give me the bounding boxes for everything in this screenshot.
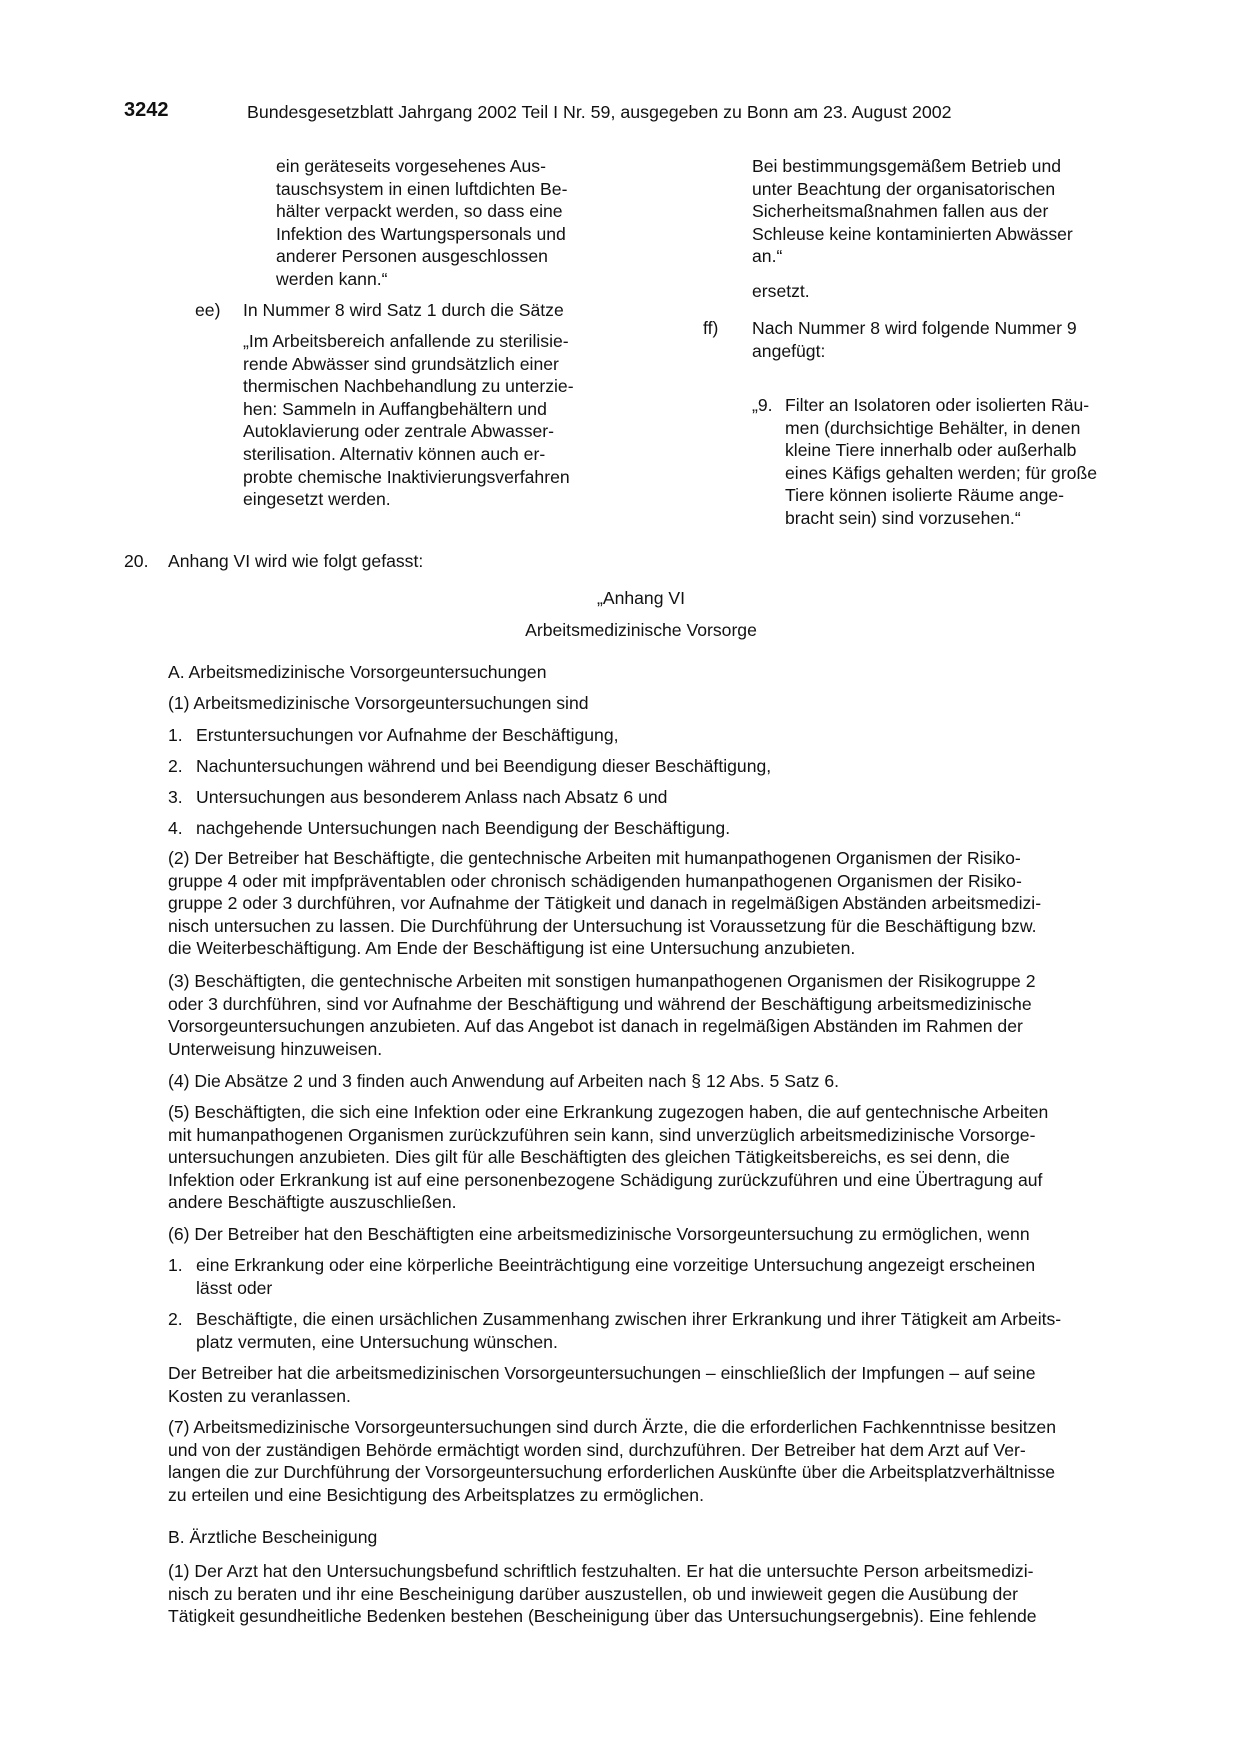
list-item-text: Untersuchungen aus besonderem Anlass nach Absatz 6 und [196,787,668,807]
section-a-heading: A. Arbeitsmedizinische Vorsorgeuntersuchungen [168,662,547,682]
text-line: bracht sein) sind vorzusehen.“ [785,507,1021,528]
right-column-quote [752,155,1114,268]
text-line: Sicherheitsmaßnahmen fallen aus der [752,201,1049,222]
text-line: ein geräteseits vorgesehenes Aus- [276,156,546,176]
item-9-text [785,394,1114,530]
text-line: thermischen Nachbehandlung zu unterzie- [243,376,574,397]
section-a-paragraph-2 [168,847,1114,960]
text-line: rende Abwässer sind grundsätzlich einer [243,353,559,374]
section-a-p1-intro: (1) Arbeitsmedizinische Vorsorgeuntersuchungen sind [168,693,589,713]
text-line: probte chemische Inaktivierungsverfahren [243,466,570,487]
item-ff-text [752,317,1114,362]
text-line: Tiere können isolierte Räume ange- [785,485,1065,506]
text-line: Nach Nummer 8 wird folgende Nummer 9 [752,318,1077,338]
list-item-text [196,1308,1114,1353]
text-line: tauschsystem in einen luftdichten Be- [276,178,568,199]
text-line: anderer Personen ausgeschlossen [276,246,548,267]
text-line: andere Beschäftigte auszuschließen. [168,1192,457,1213]
list-item-number: 3. [168,787,183,807]
item-9-number: „9. [752,395,773,415]
text-line: lässt oder [196,1277,273,1298]
annex-title: „Anhang VI [596,588,686,608]
text-line: men (durchsichtige Behälter, in denen [785,417,1081,438]
item-ff-label: ff) [703,318,719,338]
text-line: (3) Beschäftigten, die gentechnische Arbeiten mit sonstigen humanpathogenen Organismen der Risikogruppe 2 [168,971,1036,991]
text-line: Unterweisung hinzuweisen. [168,1038,383,1059]
text-line: langen die zur Durchführung der Vorsorgeuntersuchung erforderlichen Auskünfte über die Arbeitsplatzverhältnisse [168,1462,1056,1483]
text-line: Vorsorgeuntersuchungen anzubieten. Auf das Angebot ist danach in regelmäßigen Abständen im Rahmen der [168,1016,1023,1037]
section-a-paragraph-3 [168,970,1114,1060]
list-item-number: 1. [168,1255,183,1275]
section-a-paragraph-6-intro: (6) Der Betreiber hat den Beschäftigten eine arbeitsmedizinische Vorsorgeuntersuchung zu ermöglichen, wenn [168,1224,1030,1244]
item-20-text: Anhang VI wird wie folgt gefasst: [168,551,424,571]
text-line: eingesetzt werden. [243,489,391,510]
text-line: zu erteilen und eine Besichtigung des Arbeitsplatzes zu ermöglichen. [168,1484,704,1505]
list-item-number: 1. [168,725,183,745]
text-line: Schleuse keine kontaminierten Abwässer [752,223,1073,244]
list-item-text [196,1254,1114,1299]
text-line: mit humanpathogenen Organismen zurückzuführen sein kann, sind unverzüglich arbeitsmedizinische Vorsorge- [168,1124,1036,1145]
list-item-text: nachgehende Untersuchungen nach Beendigung der Beschäftigung. [196,818,731,838]
text-line: Infektion des Wartungspersonals und [276,223,566,244]
text-line: gruppe 4 oder mit impfpräventablen oder chronisch schädigenden humanpathogenen Organismen der Risiko- [168,870,1022,891]
list-item-text: Erstuntersuchungen vor Aufnahme der Beschäftigung, [196,725,619,745]
text-line: „Im Arbeitsbereich anfallende zu sterilisie- [243,331,569,351]
text-line: hälter verpackt werden, so dass eine [276,201,563,222]
text-line: kleine Tiere innerhalb oder außerhalb [785,440,1077,461]
item-ee-text: In Nummer 8 wird Satz 1 durch die Sätze [243,300,564,320]
text-line: hen: Sammeln in Auffangbehältern und [243,398,547,419]
text-line: Tätigkeit gesundheitliche Bedenken bestehen (Bescheinigung über das Untersuchungsergebnis). Eine fehlende [168,1606,1037,1627]
text-line: platz vermuten, eine Untersuchung wünschen. [196,1331,558,1352]
text-line: an.“ [752,246,783,267]
ersetzt-text: ersetzt. [752,281,810,301]
text-line: eines Käfigs gehalten werden; für große [785,462,1097,483]
left-column-continuation [276,155,606,291]
text-line: untersuchungen anzubieten. Dies gilt für alle Beschäftigten des gleichen Tätigkeitsbereichs, es sei denn, die [168,1147,1010,1168]
text-line: die Weiterbeschäftigung. Am Ende der Beschäftigung ist eine Untersuchung anzubieten. [168,938,856,959]
list-item-number: 4. [168,818,183,838]
text-line: unter Beachtung der organisatorischen [752,178,1056,199]
text-line: (5) Beschäftigten, die sich eine Infektion oder eine Erkrankung zugezogen haben, die auf gentechnische Arbeiten [168,1102,1049,1122]
running-header: Bundesgesetzblatt Jahrgang 2002 Teil I Nr. 59, ausgegeben zu Bonn am 23. August 2002 [247,102,952,122]
section-a-paragraph-7 [168,1416,1114,1506]
item-20-number: 20. [124,551,149,571]
text-line: sterilisation. Alternativ können auch er- [243,443,546,464]
text-line: Beschäftigte, die einen ursächlichen Zusammenhang zwischen ihrer Erkrankung und ihrer Tätigkeit am Arbeits- [196,1309,1062,1329]
list-item-text: Nachuntersuchungen während und bei Beendigung dieser Beschäftigung, [196,756,772,776]
text-line: Der Betreiber hat die arbeitsmedizinischen Vorsorgeuntersuchungen – einschließlich der Impfungen – auf seine [168,1363,1036,1383]
section-a-paragraph-4: (4) Die Absätze 2 und 3 finden auch Anwendung auf Arbeiten nach § 12 Abs. 5 Satz 6. [168,1071,839,1091]
text-line: Autoklavierung oder zentrale Abwasser- [243,421,554,442]
section-b-paragraph-1 [168,1560,1114,1628]
text-line: (1) Der Arzt hat den Untersuchungsbefund schriftlich festzuhalten. Er hat die untersuchte Person arbeitsmedizi- [168,1561,1034,1581]
annex-subtitle: Arbeitsmedizinische Vorsorge [525,620,757,640]
text-line: (2) Der Betreiber hat Beschäftigte, die gentechnische Arbeiten mit humanpathogenen Organismen der Risiko- [168,848,1021,868]
text-line: angefügt: [752,340,826,361]
section-a-paragraph-6-after [168,1362,1114,1407]
text-line: eine Erkrankung oder eine körperliche Beeinträchtigung eine vorzeitige Untersuchung angezeigt erscheinen [196,1255,1036,1275]
text-line: oder 3 durchführen, sind vor Aufnahme der Beschäftigung und während der Beschäftigung arbeitsmedizinische [168,993,1032,1014]
left-column-quote [243,330,606,511]
list-item-number: 2. [168,756,183,776]
section-b-heading: B. Ärztliche Bescheinigung [168,1527,378,1547]
text-line: gruppe 2 oder 3 durchführen, vor Aufnahme der Tätigkeit und danach in regelmäßigen Abständen arbeitsmedizi- [168,893,1042,914]
list-item-number: 2. [168,1309,183,1329]
text-line: werden kann.“ [276,268,388,289]
text-line: nisch zu beraten und ihr eine Bescheinigung darüber auszustellen, ob und inwieweit gegen die Ausübung der [168,1583,1018,1604]
text-line: nisch untersuchen zu lassen. Die Durchführung der Untersuchung ist Voraussetzung für die Beschäftigung bzw. [168,915,1037,936]
text-line: und von der zuständigen Behörde ermächtigt worden sind, durchzuführen. Der Betreiber hat dem Arzt auf Ver- [168,1439,1026,1460]
page-number: 3242 [124,99,169,121]
text-line: Filter an Isolatoren oder isolierten Räu- [785,395,1090,415]
item-ee-label: ee) [195,300,221,320]
section-a-paragraph-5 [168,1101,1114,1214]
text-line: Kosten zu veranlassen. [168,1385,351,1406]
text-line: (7) Arbeitsmedizinische Vorsorgeuntersuchungen sind durch Ärzte, die die erforderlichen Fachkenntnisse besitzen [168,1417,1056,1437]
text-line: Bei bestimmungsgemäßem Betrieb und [752,156,1062,176]
text-line: Infektion oder Erkrankung ist auf eine personenbezogene Schädigung zurückzuführen und eine Übertragung auf [168,1169,1043,1190]
